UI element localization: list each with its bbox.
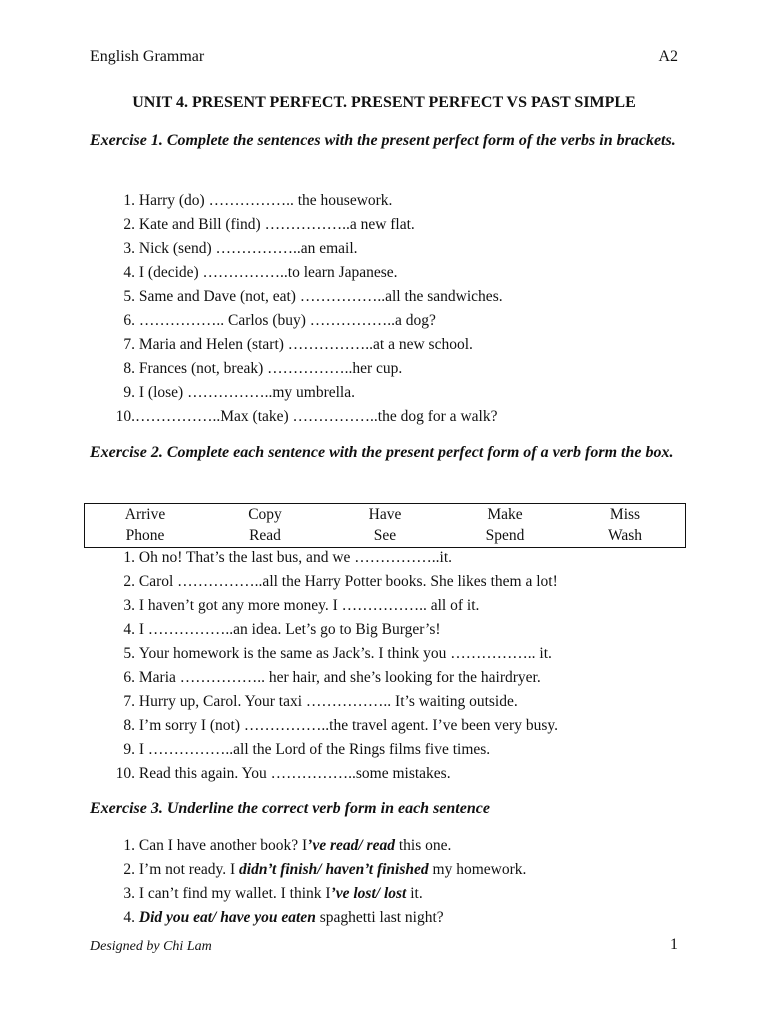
verb-word: Copy — [248, 506, 282, 523]
verb-options[interactable]: Did you eat/ have you eaten — [138, 909, 316, 926]
item-number: 3. — [123, 240, 135, 257]
unit-title: UNIT 4. PRESENT PERFECT. PRESENT PERFECT VS PAST SIMPLE — [132, 94, 636, 111]
list-item — [90, 237, 690, 261]
item-text: Frances (not, break) ……………..her cup. — [138, 360, 403, 377]
verb-word: Spend — [485, 527, 525, 544]
verb-word: Have — [368, 506, 402, 523]
header-subject: English Grammar — [90, 48, 205, 65]
list-item — [90, 405, 690, 429]
list-item — [90, 546, 690, 570]
item-text: Hurry up, Carol. Your taxi …………….. It’s waiting outside. — [138, 693, 518, 710]
exercise3-title: Exercise 3. Underline the correct verb form in each sentence — [90, 800, 490, 817]
list-item — [90, 882, 690, 906]
item-number: 9. — [123, 741, 135, 758]
list-item — [90, 642, 690, 666]
item-text: Read this again. You ……………..some mistakes. — [138, 765, 451, 782]
sentence-end: it. — [406, 885, 423, 902]
item-text: ……………..Max (take) ……………..the dog for a walk? — [135, 408, 498, 425]
exercise3-list — [90, 834, 690, 930]
item-number: 1. — [123, 549, 135, 566]
item-text — [139, 858, 527, 882]
item-number: 2. — [123, 573, 135, 590]
verb-box-row — [85, 504, 685, 525]
item-text: I (lose) ……………..my umbrella. — [138, 384, 355, 401]
item-text: …………….. Carlos (buy) ……………..a dog? — [138, 312, 436, 329]
list-item — [90, 285, 690, 309]
list-item — [90, 666, 690, 690]
sentence-end: my homework. — [428, 861, 527, 878]
list-item — [90, 309, 690, 333]
item-number: 6. — [123, 312, 135, 329]
item-number: 5. — [123, 288, 135, 305]
verb-word: Make — [487, 506, 523, 523]
exercise2-title: Exercise 2. Complete each sentence with the present perfect form of a verb form the box. — [90, 444, 674, 461]
list-item — [90, 618, 690, 642]
list-item — [90, 858, 690, 882]
verb-box-row — [85, 525, 685, 546]
sentence-start: I can’t find my wallet. I think I — [138, 885, 331, 902]
verb-word: Read — [249, 527, 281, 544]
item-number: 4. — [123, 621, 135, 638]
list-item — [90, 690, 690, 714]
sentence-end: spaghetti last night? — [315, 909, 444, 926]
list-item — [90, 714, 690, 738]
item-text — [139, 882, 423, 906]
verb-word: See — [373, 527, 397, 544]
item-text: Maria and Helen (start) ……………..at a new school. — [138, 336, 473, 353]
item-text — [139, 834, 452, 858]
item-number: 6. — [123, 669, 135, 686]
verb-word: Arrive — [124, 506, 166, 523]
item-number: 8. — [123, 360, 135, 377]
list-item — [90, 834, 690, 858]
item-number: 5. — [123, 645, 135, 662]
verb-options[interactable]: didn’t finish/ haven’t finished — [239, 861, 429, 878]
item-text: I haven’t got any more money. I …………….. all of it. — [138, 597, 480, 614]
item-text: Nick (send) ……………..an email. — [138, 240, 358, 257]
item-number: 10. — [115, 408, 135, 425]
list-item — [90, 357, 690, 381]
item-number: 4. — [123, 909, 135, 926]
exercise2-list — [90, 546, 690, 786]
item-number: 4. — [123, 264, 135, 281]
item-text: Carol ……………..all the Harry Potter books. She likes them a lot! — [138, 573, 558, 590]
sentence-end: this one. — [394, 837, 452, 854]
item-text: I’m sorry I (not) ……………..the travel agent. I’ve been very busy. — [138, 717, 558, 734]
exercise1-list — [90, 189, 690, 429]
item-text — [139, 906, 444, 930]
item-text: I (decide) ……………..to learn Japanese. — [138, 264, 398, 281]
item-text: Maria …………….. her hair, and she’s looking for the hairdryer. — [138, 669, 541, 686]
item-text: Kate and Bill (find) ……………..a new flat. — [138, 216, 415, 233]
list-item — [90, 570, 690, 594]
list-item — [90, 762, 690, 786]
item-number: 10. — [115, 765, 135, 782]
header-level: A2 — [658, 48, 678, 65]
item-text: I ……………..an idea. Let’s go to Big Burger’s! — [138, 621, 441, 638]
list-item — [90, 738, 690, 762]
verb-box — [84, 503, 686, 548]
item-number: 7. — [123, 336, 135, 353]
item-number: 3. — [123, 597, 135, 614]
exercise1-title: Exercise 1. Complete the sentences with the present perfect form of the verbs in brackets. — [90, 132, 676, 149]
item-number: 3. — [123, 885, 135, 902]
verb-options[interactable]: ’ve read/ read — [307, 837, 395, 854]
verb-word: Wash — [607, 527, 643, 544]
list-item — [90, 261, 690, 285]
footer-credit: Designed by Chi Lam — [90, 939, 212, 954]
item-number: 2. — [123, 216, 135, 233]
item-number: 1. — [123, 192, 135, 209]
item-number: 7. — [123, 693, 135, 710]
list-item — [90, 189, 690, 213]
item-number: 1. — [123, 837, 135, 854]
item-text: I ……………..all the Lord of the Rings films five times. — [138, 741, 491, 758]
list-item — [90, 906, 690, 930]
item-text: Same and Dave (not, eat) ……………..all the sandwiches. — [138, 288, 503, 305]
item-text: Oh no! That’s the last bus, and we ……………..it. — [138, 549, 453, 566]
list-item — [90, 381, 690, 405]
item-text: Your homework is the same as Jack’s. I think you …………….. it. — [138, 645, 552, 662]
list-item — [90, 594, 690, 618]
item-number: 2. — [123, 861, 135, 878]
item-text: Harry (do) …………….. the housework. — [138, 192, 393, 209]
list-item — [90, 333, 690, 357]
verb-options[interactable]: ’ve lost/ lost — [330, 885, 407, 902]
item-number: 9. — [123, 384, 135, 401]
page-number: 1 — [670, 936, 678, 953]
verb-word: Miss — [609, 506, 641, 523]
item-number: 8. — [123, 717, 135, 734]
verb-word: Phone — [125, 527, 165, 544]
list-item — [90, 213, 690, 237]
sentence-start: Can I have another book? I — [138, 837, 308, 854]
sentence-start: I’m not ready. I — [138, 861, 240, 878]
